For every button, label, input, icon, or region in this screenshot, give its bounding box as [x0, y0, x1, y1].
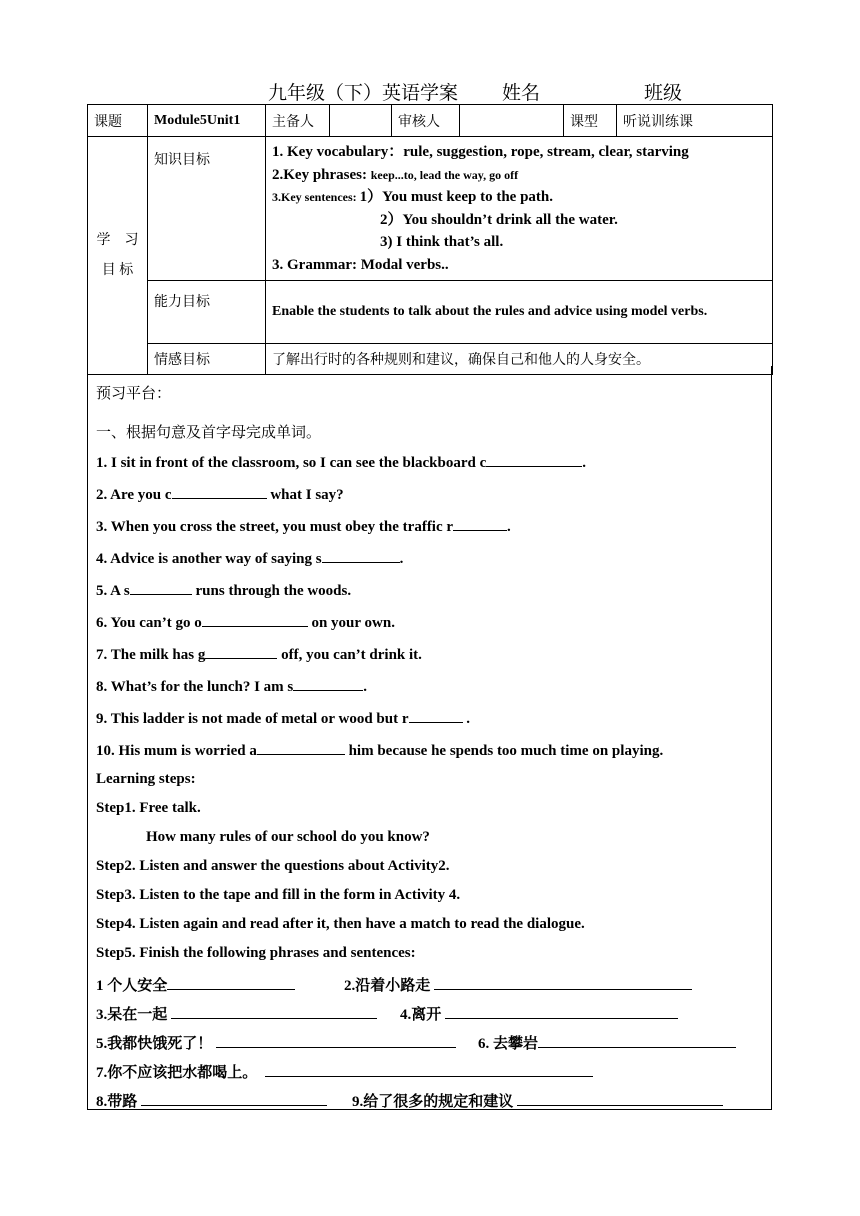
item-text: 8. What’s for the lunch? I am s [96, 679, 294, 695]
item-tail: on your own. [307, 615, 395, 631]
topic-value: Module5Unit1 [148, 105, 266, 137]
exercise-item [96, 548, 403, 568]
phrase-6-text: 6. 去攀岩 [478, 1036, 539, 1052]
preview-and-steps-cell [87, 366, 772, 1110]
sentence-2: 2）You shouldn’t drink all the water. [380, 211, 618, 228]
key-sentences [272, 186, 766, 209]
item-tail: . [363, 679, 367, 695]
answer-blank[interactable] [141, 1091, 327, 1106]
answer-blank[interactable] [202, 612, 308, 627]
phrase-9 [352, 1090, 723, 1111]
exercise-item [96, 676, 367, 696]
answer-blank[interactable] [293, 676, 363, 691]
exercise-item [96, 612, 395, 632]
item-tail: . [582, 455, 587, 471]
exercise-item [96, 708, 470, 728]
item-text: 10. His mum is worried a [96, 743, 257, 759]
phrase-4-text: 4.离开 [400, 1007, 442, 1023]
item-tail: . [507, 519, 511, 535]
item-text: 4. Advice is another way of saying s [96, 551, 322, 567]
answer-blank[interactable] [171, 1004, 377, 1019]
ability-text: Enable the students to talk about the rules and advice using model verbs. [266, 281, 773, 344]
exercise-item [96, 644, 422, 664]
phrase-8-text: 8.带路 [96, 1094, 138, 1110]
key-vocabulary [272, 141, 766, 164]
emotion-label: 情感目标 [148, 344, 266, 375]
phrase-2 [344, 974, 692, 995]
exercise-item [96, 516, 511, 536]
reviewer-label: 审核人 [392, 105, 460, 137]
knowledge-goals [266, 137, 773, 281]
phrase-3 [96, 1003, 377, 1024]
item-tail: him because he spends too much time on playing. [344, 743, 664, 759]
answer-blank[interactable] [322, 548, 400, 563]
phrase-7-text: 7.你不应该把水都喝上。 [96, 1065, 258, 1081]
sentences-lead: 3.Key sentences: [272, 190, 360, 204]
answer-blank[interactable] [216, 1033, 456, 1048]
exercise-item [96, 580, 351, 600]
item-tail: runs through the woods. [191, 583, 352, 599]
grammar: 3. Grammar: Modal verbs.. [272, 256, 449, 273]
ability-label: 能力目标 [148, 281, 266, 344]
knowledge-label: 知识目标 [148, 137, 266, 281]
phrase-8 [96, 1090, 327, 1111]
phrase-9-text: 9.给了很多的规定和建议 [352, 1094, 514, 1110]
step-1: Step1. Free talk. [96, 800, 201, 816]
answer-blank[interactable] [265, 1062, 593, 1077]
item-tail: . [399, 551, 404, 567]
exercise-item [96, 452, 586, 472]
item-text: 9. This ladder is not made of metal or wood but r [96, 711, 409, 727]
objectives-label-line-1: 学 习 [96, 232, 139, 248]
answer-blank[interactable] [517, 1091, 723, 1106]
step-5: Step5. Finish the following phrases and sentences: [96, 945, 416, 961]
preview-heading: 预习平台： [96, 386, 172, 402]
document-title-line [0, 78, 860, 104]
item-text: 1. I sit in front of the classroom, so I can see the blackboard c [96, 455, 487, 471]
answer-blank[interactable] [453, 516, 507, 531]
answer-blank[interactable] [434, 975, 692, 990]
phrases-lead: 2.Key phrases: [272, 166, 371, 183]
sentence-3: 3) I think that’s all. [380, 234, 504, 250]
item-tail: . [462, 711, 471, 727]
preparer-value [330, 105, 392, 137]
phrase-3-text: 3.呆在一起 [96, 1007, 168, 1023]
type-label: 课型 [564, 105, 617, 137]
topic-label: 课题 [88, 105, 148, 137]
phrase-5 [96, 1032, 456, 1053]
answer-blank[interactable] [205, 644, 277, 659]
type-value: 听说训练课 [617, 105, 773, 137]
preparer-label: 主备人 [266, 105, 330, 137]
name-label: 姓名 [502, 83, 541, 104]
phrase-6 [478, 1032, 736, 1053]
step-4: Step4. Listen again and read after it, then have a match to read the dialogue. [96, 916, 585, 932]
item-tail: what I say? [266, 487, 344, 503]
worksheet-title: 九年级（下）英语学案 [268, 83, 459, 104]
class-label: 班级 [644, 83, 683, 104]
vocab-lead: 1. Key vocabulary： [272, 144, 404, 160]
emotion-text: 了解出行时的各种规则和建议，确保自己和他人的人身安全。 [266, 344, 773, 375]
phrase-7 [96, 1061, 593, 1082]
item-text: 3. When you cross the street, you must obey the traffic r [96, 519, 454, 535]
answer-blank[interactable] [409, 708, 463, 723]
phrases-words: keep...to, lead the way, go off [370, 167, 519, 182]
phrase-1-text: 1 个人安全 [96, 978, 168, 994]
step-1-question: How many rules of our school do you know? [146, 829, 430, 845]
knowledge-row [88, 137, 773, 281]
step-3: Step3. Listen to the tape and fill in the form in Activity 4. [96, 887, 461, 903]
answer-blank[interactable] [538, 1033, 736, 1048]
phrase-5-text: 5.我都快饿死了！ [96, 1036, 213, 1052]
reviewer-value [460, 105, 564, 137]
objectives-label [88, 137, 148, 375]
phrase-4 [400, 1003, 678, 1024]
lesson-info-table [87, 104, 773, 375]
item-text: 2. Are you c [96, 487, 172, 503]
exercise-item [96, 740, 663, 760]
info-row [88, 105, 773, 137]
item-text: 5. A s [96, 583, 130, 599]
exercise-item [96, 484, 344, 504]
item-tail: off, you can’t drink it. [277, 647, 422, 663]
learning-steps-heading: Learning steps: [96, 771, 196, 787]
answer-blank[interactable] [445, 1004, 678, 1019]
ability-row [88, 281, 773, 344]
answer-blank[interactable] [130, 580, 192, 595]
item-text: 6. You can’t go o [96, 615, 202, 631]
item-text: 7. The milk has g [96, 647, 206, 663]
step-2: Step2. Listen and answer the questions about Activity2. [96, 858, 450, 874]
vocab-words: rule, suggestion, rope, stream, clear, starving [403, 144, 689, 160]
task-heading: 一、根据句意及首字母完成单词。 [96, 425, 322, 441]
answer-blank[interactable] [257, 740, 345, 755]
key-phrases [272, 164, 766, 187]
phrase-1 [96, 974, 295, 995]
phrase-2-text: 2.沿着小路走 [344, 978, 431, 994]
answer-blank[interactable] [486, 452, 582, 467]
answer-blank[interactable] [172, 484, 267, 499]
objectives-label-line-2: 目 标 [101, 262, 134, 278]
answer-blank[interactable] [167, 975, 295, 990]
sentence-1: 1）You must keep to the path. [359, 189, 554, 205]
